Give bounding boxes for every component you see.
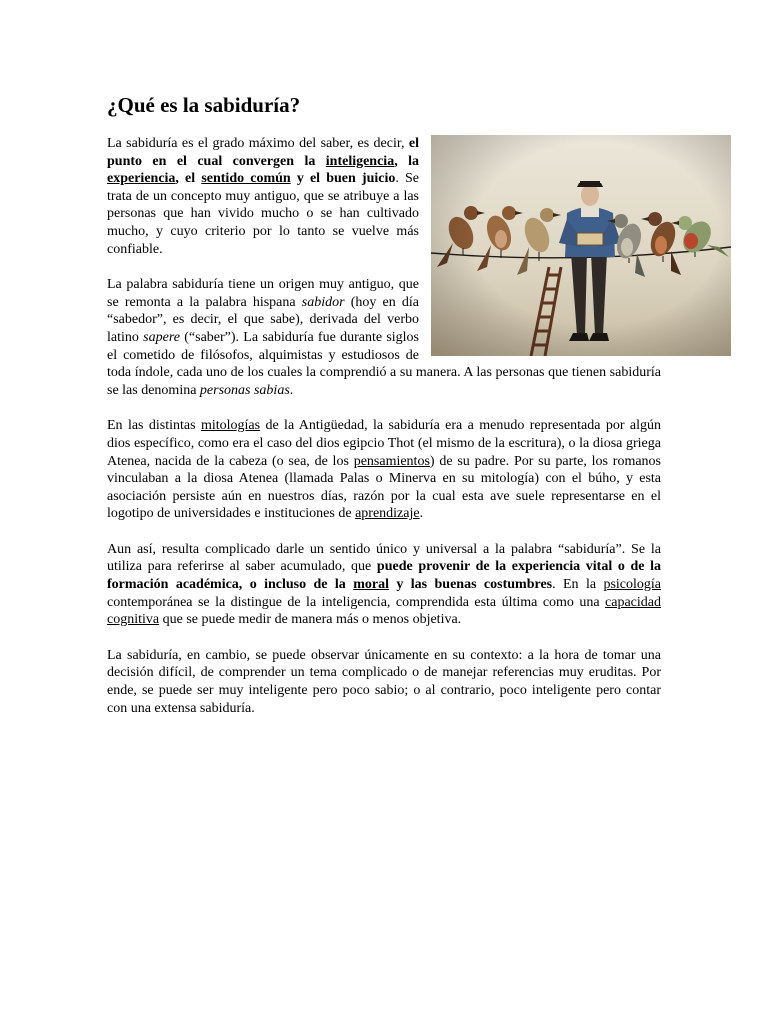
paragraph-5 — [107, 647, 661, 717]
text-run: . En la — [552, 577, 604, 593]
article — [107, 92, 661, 735]
italic-run: personas sabias — [199, 382, 290, 398]
page-title: ¿Qué es la sabiduría? — [107, 93, 301, 117]
link-sentido-comun[interactable]: sentido común — [201, 171, 291, 187]
link-moral[interactable]: moral — [353, 577, 389, 593]
text-run: La sabiduría, en cambio, se puede observar únicamente en su contexto: a la hora de tomar una decisión difícil, de comprender un tema complicado o de manejar referencias muy eruditas. Por ende, se puede ser muy inteligente pero poco sabio; o al contrario, poco inteligente pero contar con una extensa sabiduría. — [107, 647, 661, 716]
bold-run: el punto en el cual convergen la — [107, 136, 419, 169]
bold-run: puede provenir de la experiencia vital o de la formación académica, o incluso de la — [107, 559, 662, 593]
link-experiencia[interactable]: experiencia — [107, 171, 176, 187]
italic-run: sapere — [143, 329, 180, 345]
text-run: (hoy en día “sabedor”, es decir, el que sabe), derivada del verbo latino — [107, 294, 419, 345]
text-run: que se puede medir de manera más o menos objetiva. — [159, 612, 462, 628]
italic-run: sabidor — [301, 294, 345, 310]
paragraph-4 — [107, 541, 661, 629]
text-run: contemporánea se la distingue de la inteligencia, comprendida esta última como una — [107, 594, 606, 610]
paragraph-3 — [107, 417, 661, 523]
text-run: . Se trata de un concepto muy antiguo, que se atribuye a las personas que han vivido mucho o se han cultivado mucho, y cuyo criterio por lo tanto se vuelve más confiable. — [107, 171, 419, 257]
bold-run: y las buenas costumbres — [388, 577, 553, 593]
text-run: . — [289, 382, 294, 398]
link-capacidad-cognitiva[interactable]: capacidad cognitiva — [107, 594, 661, 628]
bold-run: , la — [394, 153, 419, 169]
text-run: Aun así, resulta complicado darle un sentido único y universal a la palabra “sabiduría”. Se la utiliza para referirse al saber acumulado, que — [107, 541, 661, 575]
link-inteligencia[interactable]: inteligencia — [325, 153, 395, 169]
bold-run: , el — [175, 171, 202, 187]
text-run: ) de su padre. Por su parte, los romanos vinculaban a la diosa Atenea (llamada Palas o Minerva en su mitología) con el búho, y esta asociación persiste aún en nuestros días, razón por la cual esta ave suele representarse en el logotipo de universidades e instituciones de — [107, 453, 661, 522]
link-pensamientos[interactable]: pensamientos — [353, 453, 430, 469]
text-run: de la Antigüedad, la sabiduría era a menudo representada por algún dios específico, como era el caso del dios egipcio Thot (el mismo de la escritura), o la diosa griega Atenea, nacida de la cabeza (o sea, de los — [107, 418, 661, 469]
text-run: La sabiduría es el grado máximo del saber, es decir, — [107, 136, 409, 151]
man-reading-on-wire-with-birds-illustration — [431, 135, 731, 356]
text-run: (“saber”). La sabiduría fue durante siglos el cometido de filósofos, alquimistas y estudiosos de toda índole, cada uno de los cuales la comprendió a su manera. A las personas que tienen sabiduría se las denomina — [107, 329, 661, 398]
link-aprendizaje[interactable]: aprendizaje — [355, 506, 420, 522]
link-mitologias[interactable]: mitologías — [200, 418, 261, 434]
illustration-svg — [431, 135, 731, 356]
link-psicologia[interactable]: psicología — [603, 577, 662, 593]
text-run: En las distintas — [107, 418, 201, 434]
text-run: La palabra sabiduría tiene un origen muy antiguo, que se remonta a la palabra hispana — [107, 277, 419, 310]
text-run: . — [419, 506, 424, 522]
bold-run: y el buen juicio — [290, 171, 396, 187]
